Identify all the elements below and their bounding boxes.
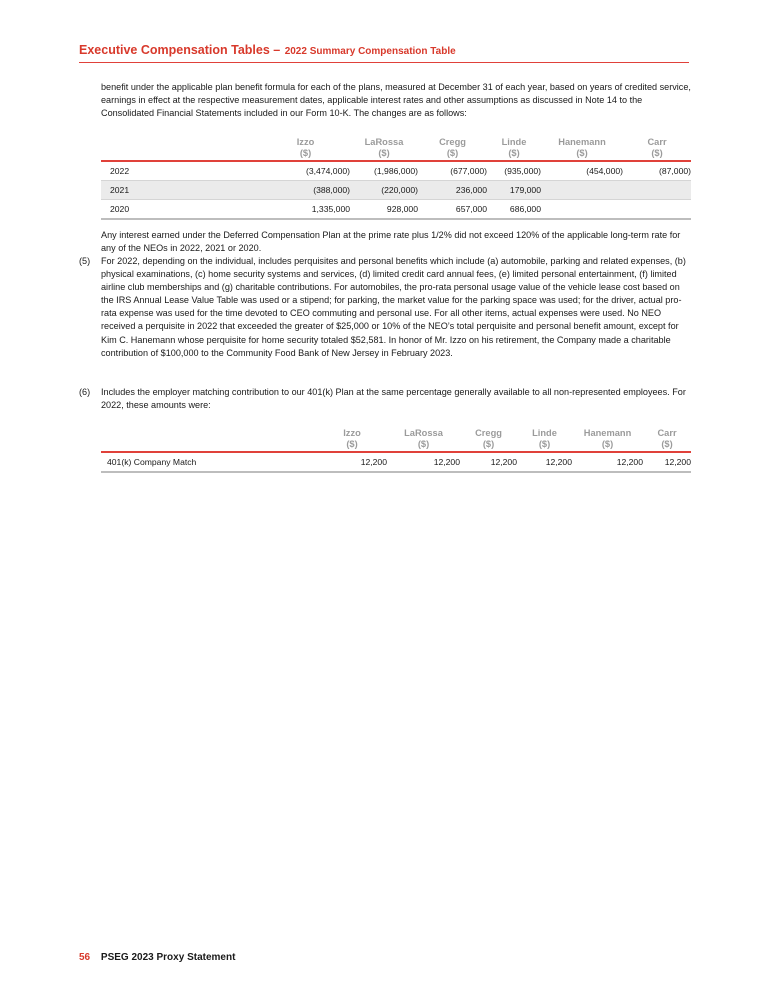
pension-changes-table	[101, 137, 691, 220]
cell: 236,000	[418, 181, 487, 200]
cell	[623, 181, 691, 200]
table-header-row	[101, 428, 691, 452]
cell: 12,200	[643, 452, 691, 472]
col-header-hanemann: Hanemann ($)	[572, 428, 643, 452]
cell	[541, 181, 623, 200]
section-subtitle: 2022 Summary Compensation Table	[284, 46, 456, 57]
cell: (220,000)	[350, 181, 418, 200]
cell: 12,200	[317, 452, 387, 472]
section-title: Executive Compensation Tables –	[79, 43, 281, 57]
cell: (935,000)	[487, 161, 541, 181]
cell: (1,986,000)	[350, 161, 418, 181]
header-spacer	[101, 137, 261, 161]
col-header-larossa: LaRossa ($)	[350, 137, 418, 161]
col-header-cregg: Cregg ($)	[418, 137, 487, 161]
table-header-row	[101, 137, 691, 161]
col-header-cregg: Cregg ($)	[460, 428, 517, 452]
col-header-hanemann: Hanemann ($)	[541, 137, 623, 161]
row-label: 2022	[101, 161, 261, 181]
cell: (3,474,000)	[261, 161, 350, 181]
table-row	[101, 161, 691, 181]
col-header-carr: Carr ($)	[643, 428, 691, 452]
footnote-number: (5)	[79, 256, 91, 266]
row-label: 2021	[101, 181, 261, 200]
page-number: 56	[79, 952, 91, 963]
401k-match-table	[101, 428, 691, 473]
cell: 12,200	[460, 452, 517, 472]
page-footer	[79, 952, 235, 963]
row-label: 2020	[101, 200, 261, 220]
col-header-linde: Linde ($)	[487, 137, 541, 161]
cell: 1,335,000	[261, 200, 350, 220]
cell: (388,000)	[261, 181, 350, 200]
cell: 179,000	[487, 181, 541, 200]
table-row	[101, 181, 691, 200]
cell: (454,000)	[541, 161, 623, 181]
col-header-linde: Linde ($)	[517, 428, 572, 452]
cell: 12,200	[387, 452, 460, 472]
col-header-izzo: Izzo ($)	[317, 428, 387, 452]
cell: 686,000	[487, 200, 541, 220]
cell: 657,000	[418, 200, 487, 220]
table-row	[101, 452, 691, 472]
header-spacer	[101, 428, 317, 452]
interest-paragraph: Any interest earned under the Deferred Compensation Plan at the prime rate plus 1/2% did not exceed 120% of the applicable long-term rate for any of the NEOs in 2022, 2021 or 2020.	[101, 230, 681, 254]
cell	[623, 200, 691, 220]
cell: (87,000)	[623, 161, 691, 181]
cell: 12,200	[517, 452, 572, 472]
cell: 928,000	[350, 200, 418, 220]
cell	[541, 200, 623, 220]
cell: 12,200	[572, 452, 643, 472]
col-header-izzo: Izzo ($)	[261, 137, 350, 161]
cell: (677,000)	[418, 161, 487, 181]
col-header-larossa: LaRossa ($)	[387, 428, 460, 452]
document-title: PSEG 2023 Proxy Statement	[100, 952, 236, 963]
col-header-carr: Carr ($)	[623, 137, 691, 161]
footnote-text: For 2022, depending on the individual, includes perquisites and personal benefits which include (a) automobile, parking and related expenses, (b) physical examinations, (c) home security systems and services, (d) limited credit card annual fees, (e) limited personal entertainment, (f) limited airline club memberships and (g) charitable contributions. For automobiles, the pro-rata personal usage value of the vehicle lease cost based on the IRS Annual Lease Value Table was used or a stipend; for parking, the market value for the parking space was used; for the driver, actual pro-rata expense was used for the time devoted to CEO commuting and personal use. For all other items, actual expenses were used. No NEO received a perquisite in 2022 that exceeded the greater of $25,000 or 10% of the NEO’s total perquisite and personal benefit amount, except for Kim C. Hanemann whose perquisite for home security totaled $52,581. In honor of Mr. Izzo on his retirement, the Company made a charitable contribution of $100,000 to the Community Food Bank of New Jersey in February 2023.	[101, 256, 686, 358]
footnote-5	[79, 255, 691, 387]
footnote-number: (6)	[79, 387, 91, 397]
intro-paragraph: benefit under the applicable plan benefit formula for each of the plans, measured at December 31 of each year, based on years of credited service, earnings in effect at the respective measurement dates, applicable interest rates and other assumptions as discussed in Note 14 to the Consolidated Financial Statements included in our Form 10-K. The changes are as follows:	[101, 82, 691, 119]
footnote-text: Includes the employer matching contribution to our 401(k) Plan at the same percentage generally available to all non-represented employees. For 2022, these amounts were:	[101, 387, 686, 411]
section-header	[79, 41, 689, 63]
footnote-6	[79, 386, 691, 414]
table-row	[101, 200, 691, 220]
row-label: 401(k) Company Match	[101, 452, 317, 472]
